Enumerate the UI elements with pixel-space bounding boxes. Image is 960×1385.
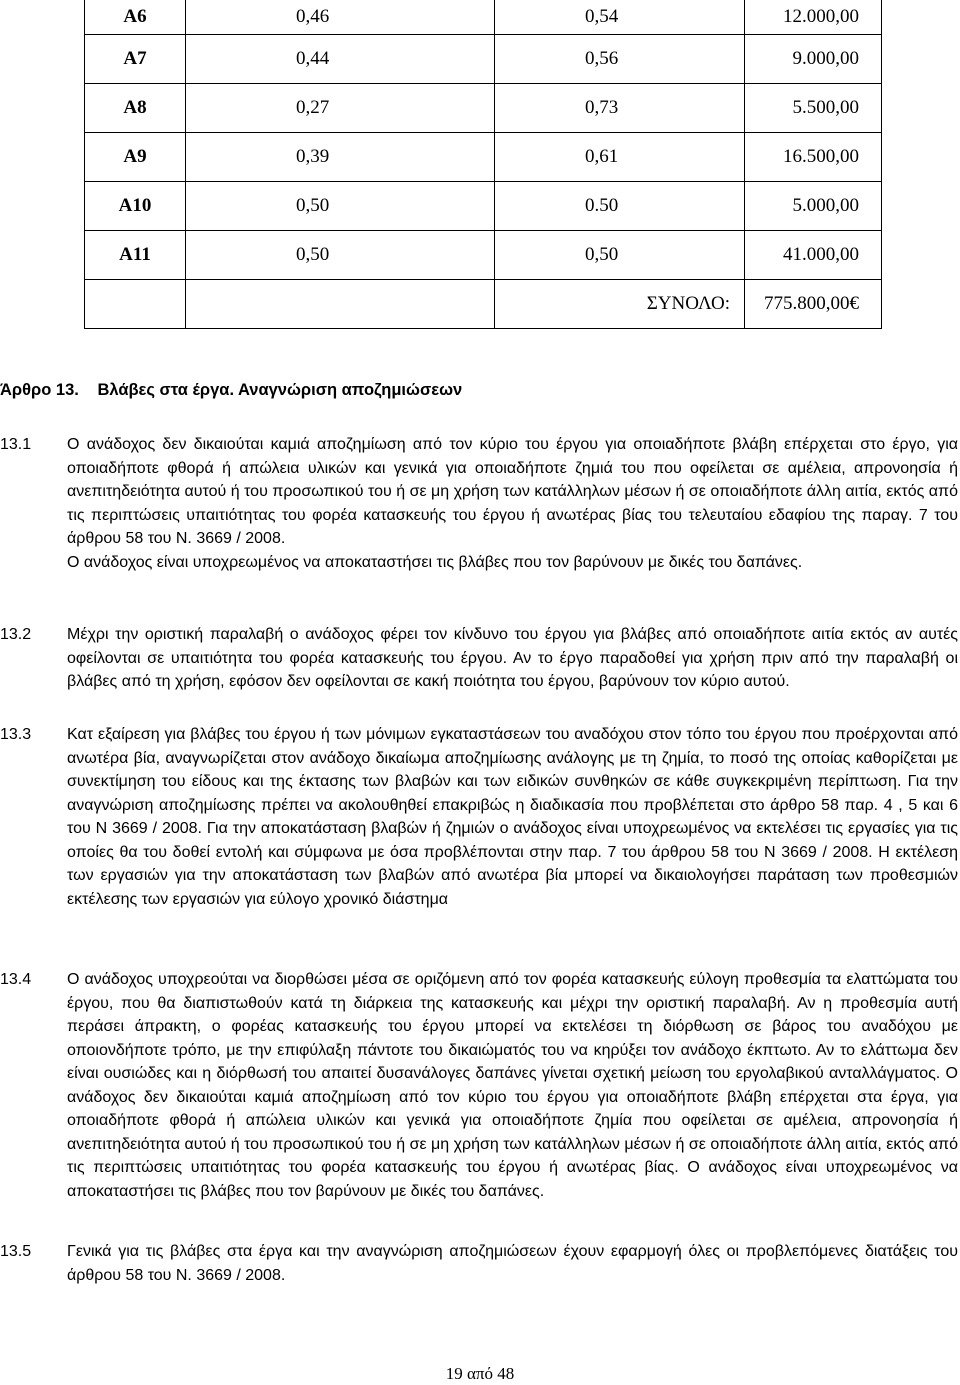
row-amount-cell: 12.000,00 (745, 0, 882, 35)
row-value1-cell: 0,46 (186, 0, 495, 35)
table-row (85, 84, 882, 133)
row-value1-cell: 0,50 (186, 182, 495, 231)
clause-13-3 (0, 723, 958, 911)
clause-paragraph: Ο ανάδοχος δεν δικαιούται καμιά αποζημίωση από τον κύριο του έργου για οποιαδήποτε βλάβη επέρχεται στο έργο, για οποιαδήποτε φθορά ή απώλεια υλικών και γενικά για οποιαδήποτε ζημιά του που οφείλεται σε αμέλεια, απρονοησία ή ανεπιτηδειότητα αυτού ή του προσωπικού του ή σε μη χρήση των κατάλληλων μέσων ή σε οποιαδήποτε άλλη αιτία, εκτός από τις περιπτώσεις υπαιτιότητας του φορέα κατασκευής του έργου ή ανωτέρας βίας του τελευταίου εδαφίου της παραγ. 7 του άρθρου 58 του Ν. 3669 / 2008. (67, 436, 958, 547)
clause-paragraph: Ο ανάδοχος είναι υποχρεωμένος να αποκαταστήσει τις βλάβες που τον βαρύνουν με δικές του δαπάνες. (67, 553, 803, 571)
article-heading (0, 381, 462, 400)
row-amount-cell: 16.500,00 (745, 133, 882, 182)
clause-body (67, 723, 958, 911)
row-value2-cell: 0,50 (495, 231, 745, 280)
table-row (85, 0, 882, 35)
row-amount-cell: 5.000,00 (745, 182, 882, 231)
clause-body (67, 968, 958, 1203)
table-row (85, 231, 882, 280)
clause-number: 13.3 (0, 726, 32, 743)
clause-13-2 (0, 623, 958, 694)
row-value1-cell: 0,44 (186, 35, 495, 84)
clause-13-5 (0, 1240, 958, 1287)
empty-cell (85, 280, 186, 329)
page-number: 19 από 48 (445, 1364, 515, 1383)
clause-body (67, 1240, 958, 1287)
row-value2-cell: 0,61 (495, 133, 745, 182)
page-footer (0, 1364, 960, 1384)
row-value1-cell: 0,27 (186, 84, 495, 133)
clause-paragraph: Μέχρι την οριστική παραλαβή ο ανάδοχος φέρει τον κίνδυνο του έργου για βλάβες από οποιαδήποτε αιτία εκτός αν αυτές οφείλονται σε υπαιτιότητα του φορέα κατασκευής του έργου. Αν το έργο παραδοθεί για χρήση πριν από την παραλαβή οι βλάβες από τη χρήση, εφόσον δεν οφείλονται σε κακή ποιότητα του έργου, βαρύνουν τον κύριο αυτού. (67, 626, 958, 690)
table-row (85, 182, 882, 231)
empty-cell (186, 280, 495, 329)
clause-paragraph: Ο ανάδοχος υποχρεούται να διορθώσει μέσα σε οριζόμενη από τον φορέα κατασκευής εύλογη προθεσμία τα ελαττώματα του έργου, που θα διαπιστωθούν κατά τη διάρκεια της κατασκευής και μέχρι την οριστική παραλαβή. Αν η προθεσμία αυτή περάσει άπρακτη, ο φορέας κατασκευής του έργου μπορεί να εκτελέσει τη διόρθωση σε βάρος του αναδόχου με οποιονδήποτε τρόπο, με την επιφύλαξη πάντοτε του δικαιώματός του να κηρύξει τον ανάδοχο έκπτωτο. Αν το ελάττωμα δεν είναι ουσιώδες και η διόρθωσή του απαιτεί δυσανάλογες δαπάνες γίνεται σχετική μείωση του εργολαβικού ανταλλάγματος. Ο ανάδοχος δεν δικαιούται καμιά αποζημίωση από τον κύριο του έργου για οποιαδήποτε βλάβη επέρχεται στα έργα, για οποιαδήποτε φθορά ή απώλεια υλικών και γενικά για οποιαδήποτε ζημία που οφείλεται σε αμέλεια, απρονοησία ή ανεπιτηδειότητα αυτού ή του προσωπικού του ή σε μη χρήση των κατάλληλων μέσων ή σε οποιαδήποτε άλλη αιτία, εκτός από τις περιπτώσεις υπαιτιότητας του φορέα κατασκευής του έργου ή ανωτέρας βίας. Ο ανάδοχος είναι υποχρεωμένος να αποκαταστήσει τις βλάβες που τον βαρύνουν με δικές του δαπάνες. (67, 971, 958, 1200)
clause-13-4 (0, 968, 958, 1203)
total-value: 775.800,00€ (745, 280, 882, 329)
clause-body (67, 623, 958, 694)
clause-number: 13.5 (0, 1243, 32, 1260)
clause-body (67, 433, 958, 574)
total-label: ΣΥΝΟΛΟ: (495, 280, 745, 329)
clause-number: 13.1 (0, 436, 32, 453)
row-code-cell: A6 (85, 0, 186, 35)
amounts-table-body (85, 0, 882, 329)
row-value2-cell: 0,56 (495, 35, 745, 84)
amounts-table-wrap (84, 0, 882, 329)
row-value2-cell: 0.50 (495, 182, 745, 231)
row-code-cell: A8 (85, 84, 186, 133)
row-value1-cell: 0,39 (186, 133, 495, 182)
clause-paragraph: Κατ εξαίρεση για βλάβες του έργου ή των μόνιμων εγκαταστάσεων του αναδόχου στον τόπο του έργου που προέρχονται από ανωτέρα βία, αναγνωρίζεται στον ανάδοχο δικαίωμα αποζημίωσης ανάλογης με τη ζημία, το ποσό της οποίας καθορίζεται με συνεκτίμηση του είδους και της έκτασης των βλαβών και των ειδικών συνθηκών σε κάθε συγκεκριμένη περίπτωση. Για την αναγνώριση αποζημίωσης πρέπει να ακολουθηθεί επακριβώς η διαδικασία που προβλέπεται στο άρθρο 58 παρ. 4 , 5 και 6 του Ν 3669 / 2008. Για την αποκατάσταση βλαβών ή ζημιών ο ανάδοχος είναι υποχρεωμένος να εκτελέσει τις εργασίες για τις οποίες θα του δοθεί εντολή και σύμφωνα με όσα προβλέπονται στην παρ. 7 του άρθρου 58 του Ν 3669 / 2008. Η εκτέλεση των εργασιών για την αποκατάσταση των βλαβών από ανωτέρα βία μπορεί να δικαιολογήσει παράταση των προθεσμιών εκτέλεσης των εργασιών για εύλογο χρονικό διάστημα (67, 726, 958, 908)
row-code-cell: A10 (85, 182, 186, 231)
total-row (85, 280, 882, 329)
amounts-table (84, 0, 882, 329)
row-value1-cell: 0,50 (186, 231, 495, 280)
row-value2-cell: 0,54 (495, 0, 745, 35)
row-amount-cell: 41.000,00 (745, 231, 882, 280)
clause-paragraph: Γενικά για τις βλάβες στα έργα και την αναγνώριση αποζημιώσεων έχουν εφαρμογή όλες οι προβλεπόμενες διατάξεις του άρθρου 58 του Ν. 3669 / 2008. (67, 1243, 958, 1284)
row-code-cell: A9 (85, 133, 186, 182)
table-row (85, 35, 882, 84)
row-amount-cell: 5.500,00 (745, 84, 882, 133)
clause-number: 13.4 (0, 971, 32, 988)
row-code-cell: A11 (85, 231, 186, 280)
row-amount-cell: 9.000,00 (745, 35, 882, 84)
row-value2-cell: 0,73 (495, 84, 745, 133)
clause-13-1 (0, 433, 958, 574)
clause-number: 13.2 (0, 626, 32, 643)
table-row (85, 133, 882, 182)
article-title: Βλάβες στα έργα. Αναγνώριση αποζημιώσεων (97, 381, 463, 399)
article-number: Άρθρο 13. (0, 381, 79, 399)
row-code-cell: A7 (85, 35, 186, 84)
